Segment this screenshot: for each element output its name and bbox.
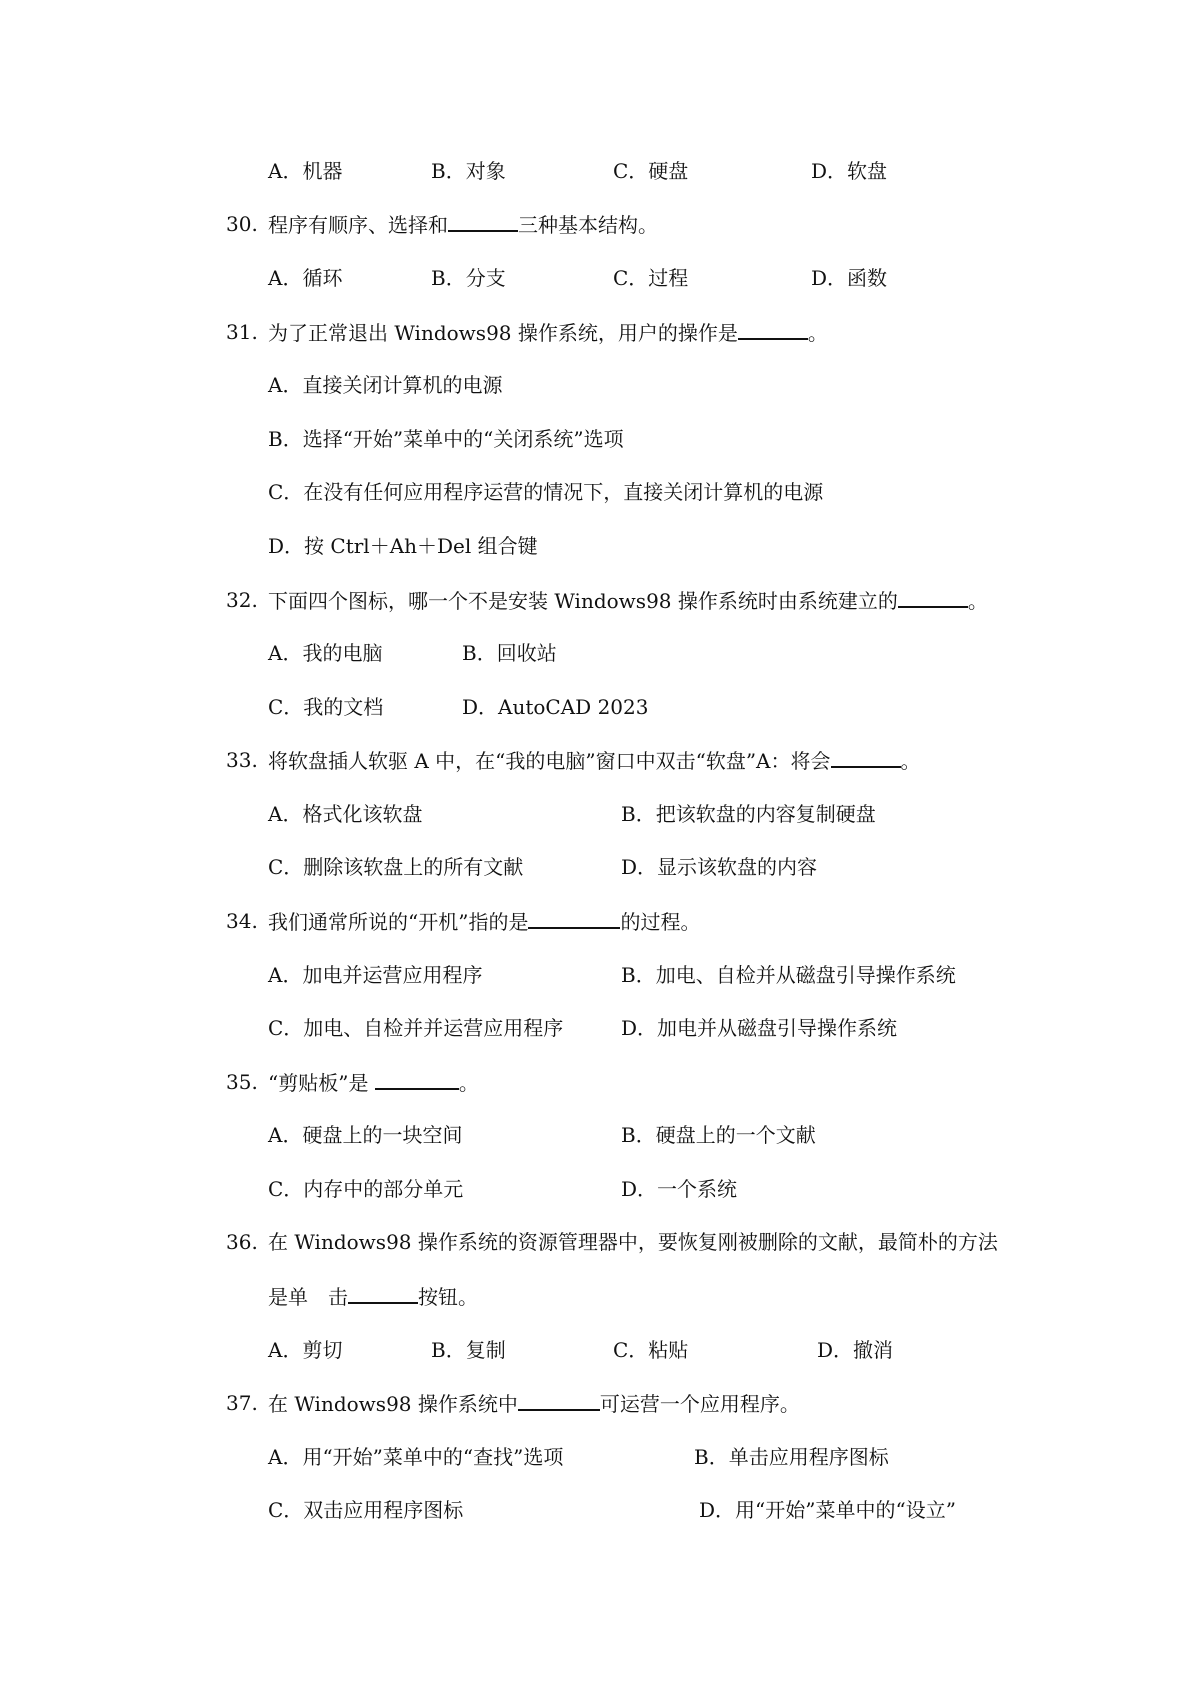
- answer-blank: [831, 748, 901, 768]
- option-a: A．用“开始”菜单中的“查找”选项: [268, 1445, 564, 1469]
- option-a: A．我的电脑: [268, 641, 383, 665]
- option-c: C．硬盘: [613, 159, 689, 183]
- option-a: A．加电并运营应用程序: [268, 963, 483, 987]
- question-text: 为了正常退出 Windows98 操作系统，用户的操作是 。: [268, 321, 828, 345]
- question-number: 33.: [226, 748, 258, 772]
- option-b: B．复制: [431, 1338, 506, 1362]
- question-text: 下面四个图标，哪一个不是安装 Windows98 操作系统时由系统建立的 。: [268, 589, 988, 613]
- option-a: A．硬盘上的一块空间: [268, 1123, 463, 1147]
- option-d: D．AutoCAD 2023: [462, 695, 649, 719]
- option-b: B．加电、自检并从磁盘引导操作系统: [621, 963, 956, 987]
- option-c: C．内存中的部分单元: [268, 1177, 464, 1201]
- answer-blank: [738, 320, 808, 340]
- option-b: B．回收站: [462, 641, 557, 665]
- option-b: B．选择“开始”菜单中的“关闭系统”选项: [268, 427, 624, 451]
- answer-blank: [528, 909, 620, 929]
- question-text: 在 Windows98 操作系统中 可运营一个应用程序。: [268, 1392, 800, 1416]
- question-text: 我们通常所说的“开机”指的是 的过程。: [268, 910, 701, 934]
- question-number: 37.: [226, 1391, 258, 1415]
- option-d: D．加电并从磁盘引导操作系统: [621, 1016, 898, 1040]
- option-b: B．把该软盘的内容复制硬盘: [621, 802, 876, 826]
- option-d: D．用“开始”菜单中的“设立”: [699, 1498, 956, 1522]
- answer-blank: [518, 1391, 600, 1411]
- option-d: D．一个系统: [621, 1177, 738, 1201]
- option-a: A．机器: [268, 159, 343, 183]
- option-b: B．分支: [431, 266, 506, 290]
- question-text: “剪贴板”是 。: [268, 1071, 479, 1095]
- option-d: D．显示该软盘的内容: [621, 855, 818, 879]
- question-text: 程序有顺序、选择和 三种基本结构。: [268, 213, 658, 237]
- question-text-line-2: 是单 击 按钮。: [268, 1285, 478, 1309]
- option-c: C．我的文档: [268, 695, 384, 719]
- option-d: D．软盘: [811, 159, 888, 183]
- answer-blank: [448, 212, 518, 232]
- option-a: A．格式化该软盘: [268, 802, 423, 826]
- question-number: 36.: [226, 1230, 258, 1254]
- option-b: B．对象: [431, 159, 506, 183]
- answer-blank: [898, 588, 968, 608]
- option-b: B．硬盘上的一个文献: [621, 1123, 816, 1147]
- option-d: D．按 Ctrl＋Ah＋Del 组合键: [268, 534, 538, 558]
- option-c: C．粘贴: [613, 1338, 689, 1362]
- question-text: 将软盘插人软驱 A 中，在“我的电脑”窗口中双击“软盘”A：将会 。: [268, 749, 921, 773]
- question-number: 32.: [226, 588, 258, 612]
- option-c: C．删除该软盘上的所有文献: [268, 855, 524, 879]
- question-number: 34.: [226, 909, 258, 933]
- answer-blank: [348, 1284, 418, 1304]
- question-number: 35.: [226, 1070, 258, 1094]
- question-number: 31.: [226, 320, 258, 344]
- question-text-line-1: 在 Windows98 操作系统的资源管理器中，要恢复刚被删除的文献，最简朴的方法: [268, 1230, 998, 1254]
- option-a: A．剪切: [268, 1338, 343, 1362]
- option-b: B．单击应用程序图标: [694, 1445, 889, 1469]
- option-c: C．过程: [613, 266, 689, 290]
- option-c: C．加电、自检并并运营应用程序: [268, 1016, 564, 1040]
- option-c: C．双击应用程序图标: [268, 1498, 464, 1522]
- option-d: D．函数: [811, 266, 888, 290]
- option-a: A．直接关闭计算机的电源: [268, 373, 503, 397]
- question-number: 30.: [226, 212, 258, 236]
- option-d: D．撤消: [817, 1338, 894, 1362]
- option-c: C．在没有任何应用程序运营的情况下，直接关闭计算机的电源: [268, 480, 824, 504]
- answer-blank: [375, 1070, 459, 1090]
- option-a: A．循环: [268, 266, 343, 290]
